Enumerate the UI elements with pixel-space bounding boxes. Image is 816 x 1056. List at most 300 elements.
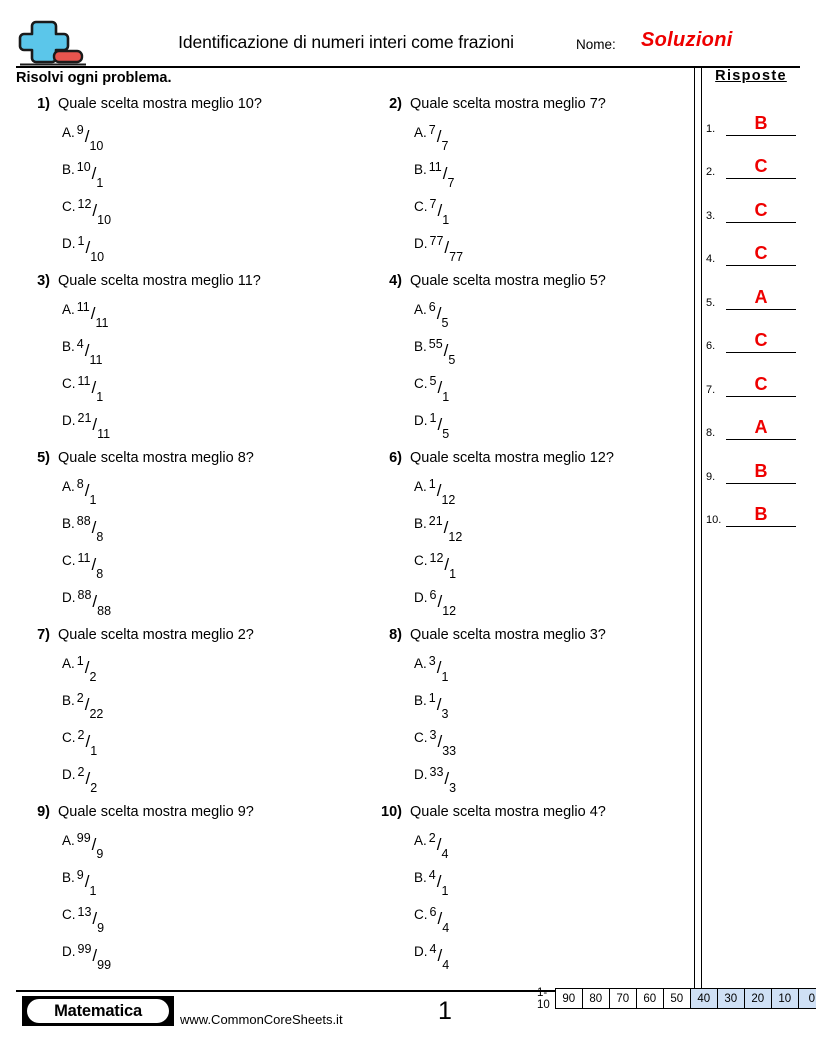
fraction-denominator: 1 xyxy=(442,213,450,227)
question-text: Quale scelta mostra meglio 10? xyxy=(58,96,262,112)
header-divider xyxy=(16,66,800,68)
choice-option[interactable] xyxy=(16,552,356,589)
fraction-slash-icon: / xyxy=(436,695,442,714)
choice-letter: A. xyxy=(414,656,427,671)
choice-letter: C. xyxy=(414,199,428,214)
fraction-slash-icon: / xyxy=(437,201,443,220)
fraction-numerator: 10 xyxy=(76,160,91,174)
fraction-slash-icon: / xyxy=(436,127,442,146)
choice-option[interactable] xyxy=(16,478,356,515)
fraction xyxy=(76,514,104,544)
fraction xyxy=(428,691,449,721)
fraction-numerator: 55 xyxy=(428,337,443,351)
fraction xyxy=(77,411,111,441)
fraction-numerator: 7 xyxy=(429,197,437,211)
fraction-denominator: 10 xyxy=(97,213,112,227)
grading-scale-cell: 0 xyxy=(799,988,816,1009)
name-value: Soluzioni xyxy=(641,29,733,51)
question-line xyxy=(368,273,708,297)
fraction-denominator: 8 xyxy=(96,530,104,544)
fraction-denominator: 1 xyxy=(441,670,449,684)
choice-list xyxy=(16,124,356,272)
fraction xyxy=(76,300,109,330)
fraction-slash-icon: / xyxy=(436,481,442,500)
fraction-slash-icon: / xyxy=(443,341,449,360)
choice-option[interactable] xyxy=(368,235,708,272)
grading-scale-cell: 50 xyxy=(664,988,691,1009)
answer-value: B xyxy=(754,460,768,481)
problem-row xyxy=(16,96,688,273)
grading-scale-cell: 30 xyxy=(718,988,745,1009)
choice-list xyxy=(16,478,356,626)
fraction-numerator: 9 xyxy=(76,868,84,882)
choice-letter: B. xyxy=(62,162,75,177)
problem-6 xyxy=(368,450,708,626)
fraction-slash-icon: / xyxy=(92,415,98,434)
problem-9 xyxy=(16,804,356,980)
choice-option[interactable] xyxy=(368,412,708,449)
choice-option[interactable] xyxy=(16,692,356,729)
fraction xyxy=(428,160,455,190)
question-line xyxy=(16,627,356,651)
fraction xyxy=(77,765,98,795)
fraction-numerator: 12 xyxy=(77,197,92,211)
answer-row-number: 7. xyxy=(706,383,716,396)
fraction xyxy=(77,905,105,935)
answer-row xyxy=(706,490,802,534)
fraction xyxy=(428,123,449,153)
fraction xyxy=(76,831,104,861)
fraction-denominator: 12 xyxy=(441,493,456,507)
grading-scale-cell: 80 xyxy=(583,988,610,1009)
choice-letter: A. xyxy=(414,479,427,494)
choice-letter: A. xyxy=(62,656,75,671)
fraction xyxy=(429,765,457,795)
fraction-denominator: 33 xyxy=(442,744,457,758)
choice-letter: A. xyxy=(62,125,75,140)
fraction-numerator: 6 xyxy=(429,905,437,919)
fraction-denominator: 88 xyxy=(97,604,112,618)
choice-letter: D. xyxy=(62,767,76,782)
fraction xyxy=(429,374,450,404)
fraction-numerator: 99 xyxy=(77,942,92,956)
problem-number: 1) xyxy=(37,96,50,112)
fraction-denominator: 3 xyxy=(441,707,449,721)
fraction-slash-icon: / xyxy=(444,555,450,574)
problem-number: 7) xyxy=(37,627,50,643)
problem-number: 4) xyxy=(389,273,402,289)
question-line xyxy=(368,804,708,828)
choice-option[interactable] xyxy=(16,906,356,943)
fraction-numerator: 4 xyxy=(429,942,437,956)
fraction xyxy=(428,654,449,684)
fraction-slash-icon: / xyxy=(85,238,91,257)
choice-letter: A. xyxy=(62,302,75,317)
fraction-denominator: 10 xyxy=(90,250,105,264)
fraction-slash-icon: / xyxy=(436,304,442,323)
choice-letter: C. xyxy=(62,199,76,214)
fraction-numerator: 2 xyxy=(77,765,85,779)
fraction-slash-icon: / xyxy=(92,201,98,220)
choice-option[interactable] xyxy=(16,338,356,375)
fraction-denominator: 12 xyxy=(448,530,463,544)
question-text: Quale scelta mostra meglio 9? xyxy=(58,804,254,820)
choice-option[interactable] xyxy=(16,412,356,449)
problem-list xyxy=(16,96,688,981)
fraction-slash-icon: / xyxy=(90,304,96,323)
fraction-denominator: 1 xyxy=(442,390,450,404)
fraction-slash-icon: / xyxy=(91,164,97,183)
fraction-slash-icon: / xyxy=(436,872,442,891)
question-line xyxy=(16,96,356,120)
problem-number: 10) xyxy=(381,804,402,820)
choice-option[interactable] xyxy=(16,869,356,906)
answer-row xyxy=(706,359,802,403)
grading-scale-cell: 70 xyxy=(610,988,637,1009)
plus-minus-icon xyxy=(16,18,88,66)
answer-row xyxy=(706,316,802,360)
fraction-numerator: 1 xyxy=(428,477,436,491)
answer-row xyxy=(706,272,802,316)
fraction xyxy=(428,868,449,898)
choice-letter: D. xyxy=(62,590,76,605)
fraction-slash-icon: / xyxy=(437,592,443,611)
choice-letter: C. xyxy=(62,730,76,745)
fraction-slash-icon: / xyxy=(84,695,90,714)
fraction xyxy=(429,197,450,227)
choice-option[interactable] xyxy=(16,729,356,766)
choice-option[interactable] xyxy=(16,198,356,235)
fraction-numerator: 1 xyxy=(77,234,85,248)
fraction xyxy=(429,905,450,935)
fraction xyxy=(76,337,103,367)
question-line xyxy=(368,450,708,474)
problem-1 xyxy=(16,96,356,272)
choice-list xyxy=(368,301,708,449)
fraction xyxy=(76,123,104,153)
choice-option[interactable] xyxy=(16,515,356,552)
fraction-numerator: 9 xyxy=(76,123,84,137)
fraction-numerator: 7 xyxy=(428,123,436,137)
problem-row xyxy=(16,804,688,981)
choice-option[interactable] xyxy=(16,301,356,338)
answer-row-number: 6. xyxy=(706,340,716,352)
problem-5 xyxy=(16,450,356,626)
question-text: Quale scelta mostra meglio 8? xyxy=(58,450,254,466)
fraction xyxy=(428,337,456,367)
fraction-numerator: 11 xyxy=(76,300,90,314)
fraction-denominator: 11 xyxy=(95,316,109,330)
fraction xyxy=(77,942,112,972)
fraction-slash-icon: / xyxy=(442,164,448,183)
problem-2 xyxy=(368,96,708,272)
problem-8 xyxy=(368,627,708,803)
answer-row xyxy=(706,229,802,273)
choice-letter: B. xyxy=(62,693,75,708)
choice-option[interactable] xyxy=(16,161,356,198)
fraction-numerator: 6 xyxy=(429,588,437,602)
fraction-slash-icon: / xyxy=(444,769,450,788)
choice-option[interactable] xyxy=(368,766,708,803)
problem-7 xyxy=(16,627,356,803)
choice-letter: A. xyxy=(414,833,427,848)
fraction-denominator: 1 xyxy=(89,493,97,507)
choice-option[interactable] xyxy=(16,832,356,869)
choice-letter: B. xyxy=(62,516,75,531)
answer-value: C xyxy=(754,330,768,350)
fraction-slash-icon: / xyxy=(91,835,97,854)
choice-option[interactable] xyxy=(368,515,708,552)
fraction-slash-icon: / xyxy=(437,415,443,434)
choice-option[interactable] xyxy=(368,552,708,589)
choice-option[interactable] xyxy=(16,124,356,161)
answer-value: B xyxy=(754,112,768,133)
choice-option[interactable] xyxy=(16,589,356,626)
problem-number: 8) xyxy=(389,627,402,643)
fraction-denominator: 11 xyxy=(89,353,103,367)
fraction-denominator: 3 xyxy=(449,781,457,795)
fraction-numerator: 2 xyxy=(76,691,84,705)
fraction-numerator: 2 xyxy=(77,728,85,742)
problem-number: 3) xyxy=(37,273,50,289)
choice-letter: D. xyxy=(62,236,76,251)
problem-number: 9) xyxy=(37,804,50,820)
fraction xyxy=(428,831,449,861)
choice-option[interactable] xyxy=(368,375,708,412)
answer-value: C xyxy=(754,156,768,176)
fraction-numerator: 11 xyxy=(428,160,442,174)
choice-list xyxy=(16,301,356,449)
choice-option[interactable] xyxy=(368,869,708,906)
fraction xyxy=(429,234,464,264)
answer-row-number: 5. xyxy=(706,296,716,309)
choice-letter: A. xyxy=(62,833,75,848)
fraction-denominator: 1 xyxy=(96,176,104,190)
problem-3 xyxy=(16,273,356,449)
choice-option[interactable] xyxy=(16,943,356,980)
choice-letter: B. xyxy=(62,339,75,354)
fraction-slash-icon: / xyxy=(84,341,90,360)
fraction-slash-icon: / xyxy=(91,518,97,537)
question-line xyxy=(368,96,708,120)
choice-option[interactable] xyxy=(368,832,708,869)
choice-letter: C. xyxy=(62,376,76,391)
fraction-numerator: 11 xyxy=(77,551,91,565)
grading-scale-label: 1-10 xyxy=(537,986,550,1011)
fraction-denominator: 22 xyxy=(89,707,104,721)
choice-letter: A. xyxy=(414,125,427,140)
fraction-numerator: 88 xyxy=(76,514,91,528)
choice-list xyxy=(368,832,708,980)
answer-row xyxy=(706,185,802,229)
fraction-slash-icon: / xyxy=(91,555,97,574)
fraction-numerator: 11 xyxy=(77,374,91,388)
fraction-denominator: 10 xyxy=(89,139,104,153)
fraction-denominator: 5 xyxy=(448,353,456,367)
fraction-denominator: 2 xyxy=(90,781,98,795)
fraction xyxy=(429,588,457,618)
choice-option[interactable] xyxy=(16,655,356,692)
question-text: Quale scelta mostra meglio 3? xyxy=(410,627,606,643)
problem-row xyxy=(16,627,688,804)
fraction-numerator: 5 xyxy=(429,374,437,388)
fraction xyxy=(429,942,450,972)
fraction-numerator: 77 xyxy=(429,234,444,248)
fraction-denominator: 1 xyxy=(441,884,449,898)
fraction-denominator: 1 xyxy=(90,744,98,758)
question-line xyxy=(16,273,356,297)
fraction-numerator: 21 xyxy=(77,411,92,425)
answer-value: C xyxy=(754,199,768,220)
fraction-slash-icon: / xyxy=(85,769,91,788)
fraction-numerator: 1 xyxy=(429,411,437,425)
subject-badge-label: Matematica xyxy=(27,999,169,1023)
choice-option[interactable] xyxy=(368,198,708,235)
answer-row-number: 3. xyxy=(706,209,716,222)
fraction-numerator: 99 xyxy=(76,831,91,845)
fraction xyxy=(76,868,97,898)
fraction-slash-icon: / xyxy=(92,946,98,965)
choice-letter: C. xyxy=(414,730,428,745)
answer-row-number: 8. xyxy=(706,427,716,439)
answer-row-number: 1. xyxy=(706,122,716,135)
fraction-denominator: 1 xyxy=(449,567,457,581)
fraction-numerator: 4 xyxy=(76,337,84,351)
choice-option[interactable] xyxy=(368,338,708,375)
question-line xyxy=(368,627,708,651)
fraction xyxy=(76,691,104,721)
choice-letter: A. xyxy=(414,302,427,317)
choice-letter: B. xyxy=(414,870,427,885)
choice-letter: D. xyxy=(62,413,76,428)
choice-option[interactable] xyxy=(368,655,708,692)
fraction-numerator: 3 xyxy=(428,654,436,668)
answer-key-list xyxy=(706,98,802,533)
choice-option[interactable] xyxy=(16,766,356,803)
answer-row xyxy=(706,98,802,142)
problem-number: 6) xyxy=(389,450,402,466)
answer-key-panel xyxy=(706,68,802,533)
choice-list xyxy=(368,655,708,803)
fraction xyxy=(77,588,112,618)
choice-letter: C. xyxy=(414,376,428,391)
fraction-numerator: 33 xyxy=(429,765,444,779)
fraction-denominator: 99 xyxy=(97,958,112,972)
answer-value: C xyxy=(754,373,768,394)
problem-row xyxy=(16,450,688,627)
choice-letter: D. xyxy=(414,236,428,251)
choice-option[interactable] xyxy=(368,729,708,766)
problem-10 xyxy=(368,804,708,980)
answer-row-number: 4. xyxy=(706,253,716,265)
fraction xyxy=(76,477,97,507)
name-label: Nome: xyxy=(576,37,616,52)
choice-option[interactable] xyxy=(16,375,356,412)
choice-option[interactable] xyxy=(368,124,708,161)
fraction-numerator: 8 xyxy=(76,477,84,491)
problem-number: 5) xyxy=(37,450,50,466)
fraction-denominator: 11 xyxy=(97,427,111,441)
fraction xyxy=(428,477,456,507)
answer-key-title: Risposte xyxy=(715,68,787,84)
fraction-numerator: 21 xyxy=(428,514,443,528)
fraction-denominator: 1 xyxy=(89,884,97,898)
page-header xyxy=(16,18,800,66)
fraction-slash-icon: / xyxy=(84,872,90,891)
fraction-slash-icon: / xyxy=(436,658,442,677)
answer-row-number: 10. xyxy=(706,514,722,526)
fraction-numerator: 12 xyxy=(429,551,444,565)
choice-option[interactable] xyxy=(368,589,708,626)
problem-row xyxy=(16,273,688,450)
choice-option[interactable] xyxy=(368,906,708,943)
choice-option[interactable] xyxy=(368,943,708,980)
choice-option[interactable] xyxy=(368,692,708,729)
fraction-slash-icon: / xyxy=(437,909,443,928)
grading-scale-cell: 90 xyxy=(555,988,583,1009)
fraction xyxy=(76,160,104,190)
fraction-numerator: 13 xyxy=(77,905,92,919)
website-url: www.CommonCoreSheets.it xyxy=(180,1012,343,1027)
answer-value: A xyxy=(754,286,768,307)
fraction-numerator: 4 xyxy=(428,868,436,882)
answer-value: A xyxy=(754,417,768,437)
fraction-denominator: 7 xyxy=(447,176,455,190)
choice-letter: B. xyxy=(414,693,427,708)
question-text: Quale scelta mostra meglio 2? xyxy=(58,627,254,643)
choice-letter: D. xyxy=(414,413,428,428)
fraction-denominator: 4 xyxy=(442,921,450,935)
fraction-numerator: 6 xyxy=(428,300,436,314)
answer-row-number: 2. xyxy=(706,166,716,178)
problem-number: 2) xyxy=(389,96,402,112)
fraction xyxy=(77,234,105,264)
answer-row xyxy=(706,446,802,490)
fraction-slash-icon: / xyxy=(85,732,91,751)
fraction xyxy=(429,411,450,441)
question-text: Quale scelta mostra meglio 12? xyxy=(410,450,614,466)
fraction-denominator: 12 xyxy=(442,604,457,618)
page-title: Identificazione di numeri interi come frazioni xyxy=(178,32,514,52)
grading-scale-cells xyxy=(555,988,816,1009)
fraction-slash-icon: / xyxy=(443,518,449,537)
fraction-denominator: 5 xyxy=(441,316,449,330)
choice-letter: D. xyxy=(414,944,428,959)
fraction-denominator: 77 xyxy=(449,250,464,264)
answer-row xyxy=(706,403,802,447)
choice-option[interactable] xyxy=(368,478,708,515)
choice-option[interactable] xyxy=(368,161,708,198)
fraction-slash-icon: / xyxy=(84,658,90,677)
fraction xyxy=(77,728,98,758)
instruction-text: Risolvi ogni problema. xyxy=(16,70,172,86)
fraction-denominator: 1 xyxy=(96,390,104,404)
choice-letter: D. xyxy=(62,944,76,959)
choice-option[interactable] xyxy=(368,301,708,338)
fraction xyxy=(77,197,112,227)
choice-letter: B. xyxy=(414,162,427,177)
answer-value: C xyxy=(754,243,768,263)
fraction-slash-icon: / xyxy=(437,732,443,751)
fraction-denominator: 9 xyxy=(96,847,104,861)
fraction-denominator: 8 xyxy=(96,567,104,581)
choice-letter: B. xyxy=(414,516,427,531)
choice-letter: C. xyxy=(62,907,76,922)
choice-letter: D. xyxy=(414,590,428,605)
grading-scale xyxy=(537,988,816,1009)
choice-option[interactable] xyxy=(16,235,356,272)
choice-letter: D. xyxy=(414,767,428,782)
